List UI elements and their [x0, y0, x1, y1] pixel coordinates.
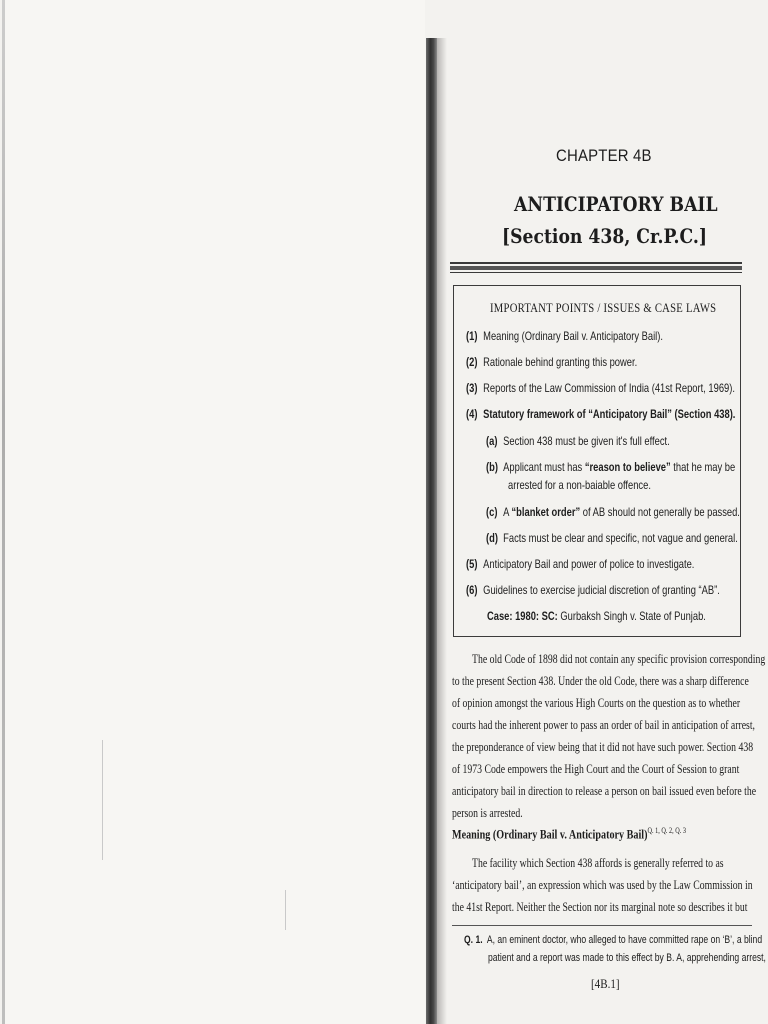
paragraph-line: to the present Section 438. Under the old Code, there was a sharp difference — [452, 674, 749, 688]
chapter-subtitle: [Section 438, Cr.P.C.] — [502, 224, 708, 248]
footnote-line: Q. 1. A, an eminent doctor, who alleged to have committed rape on ‘B’, a blind — [464, 934, 763, 946]
case-reference: Case: 1980: SC: Gurbaksh Singh v. State of Punjab. — [487, 609, 706, 623]
paragraph-line: The old Code of 1898 did not contain any specific provision corresponding — [472, 652, 766, 666]
point-item: (5) Anticipatory Bail and power of police to investigate. — [466, 557, 695, 571]
sub-point-item: (c) A “blanket order” of AB should not generally be passed. — [486, 505, 740, 519]
point-item: (2) Rationale behind granting this power. — [466, 355, 638, 369]
section-line: The facility which Section 438 affords is generally referred to as — [472, 856, 724, 870]
paragraph-line: of opinion amongst the various High Courts on the question as to whether — [452, 696, 741, 710]
book-spine — [426, 38, 437, 1024]
important-points-box — [453, 285, 741, 637]
sub-point-item: (b) Applicant must has “reason to believe” that he may be — [486, 460, 736, 474]
box-heading: IMPORTANT POINTS / ISSUES & CASE LAWS — [490, 300, 717, 315]
point-item: (1) Meaning (Ordinary Bail v. Anticipatory Bail). — [466, 329, 663, 343]
sub-point-item: (a) Section 438 must be given it's full effect. — [486, 434, 670, 448]
title-rule-thick — [450, 266, 742, 270]
point-item: (6) Guidelines to exercise judicial discretion of granting “AB”. — [466, 583, 720, 597]
sub-point-item: (d) Facts must be clear and specific, not vague and general. — [486, 531, 738, 545]
section-line: ‘anticipatory bail’, an expression which was used by the Law Commission in — [452, 878, 753, 892]
chapter-title: ANTICIPATORY BAIL — [514, 192, 718, 216]
footnote-rule — [452, 925, 752, 926]
footnote-line: patient and a report was made to this effect by B. A, apprehending arrest, — [488, 952, 766, 964]
section-heading: Meaning (Ordinary Bail v. Anticipatory Bail)$^{Q. 1, Q. 2, Q. 3}$ — [452, 826, 686, 842]
footnote-label: Q. 1. — [464, 934, 483, 946]
title-rule-bottom — [450, 272, 742, 273]
section-line: the 41st Report. Neither the Section nor its marginal note so describes it but — [452, 900, 748, 914]
point-item: (4) Statutory framework of “Anticipatory Bail” (Section 438). — [466, 407, 736, 421]
paragraph-line: the preponderance of view being that it did not have such power. Section 438 — [452, 740, 754, 754]
paragraph-line: anticipatory bail in direction to release a person on bail issued even before the — [452, 784, 757, 798]
point-item: (3) Reports of the Law Commission of India (41st Report, 1969). — [466, 381, 735, 395]
scan-artifact — [285, 890, 286, 930]
scan-artifact — [102, 740, 103, 860]
paragraph-line: courts had the inherent power to pass an order of bail in anticipation of arrest, — [452, 718, 755, 732]
paragraph-line: person is arrested. — [452, 806, 523, 820]
page-number: [4B.1] — [591, 976, 620, 991]
chapter-label: CHAPTER 4B — [556, 146, 652, 165]
sub-point-continuation: arrested for a non-baiable offence. — [508, 478, 651, 492]
left-blank-page — [5, 0, 425, 1024]
title-rule-top — [450, 262, 742, 264]
question-reference: Q. 1, Q. 2, Q. 3 — [647, 826, 686, 835]
document-page — [440, 0, 768, 1024]
paragraph-line: of 1973 Code empowers the High Court and the Court of Session to grant — [452, 762, 740, 776]
